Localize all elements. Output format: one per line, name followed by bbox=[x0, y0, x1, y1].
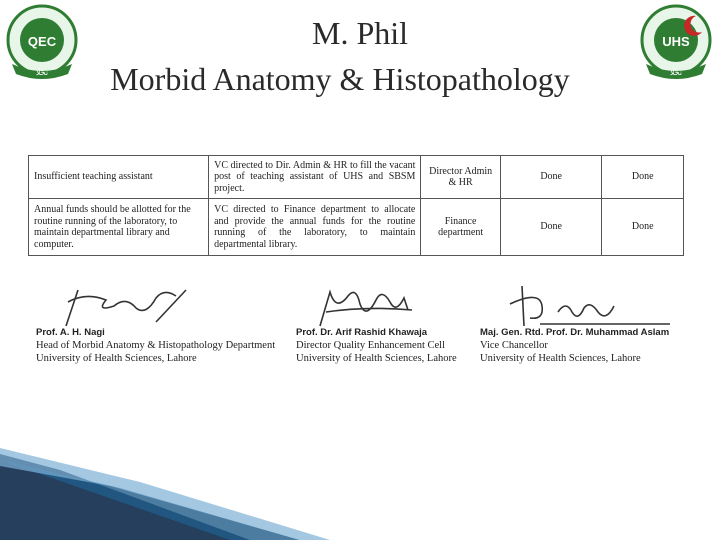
signatory-nagi bbox=[36, 282, 275, 365]
status-cell: Done bbox=[500, 156, 602, 199]
signature-scrawl bbox=[36, 282, 196, 330]
signatory-org: University of Health Sciences, Lahore bbox=[296, 353, 457, 364]
action-cell: VC directed to Finance department to allocate and provide the annual funds for the routine running of the laboratory, to maintain departmental library. bbox=[209, 199, 421, 256]
signatory-org: University of Health Sciences, Lahore bbox=[480, 353, 641, 364]
signatory-title: Head of Morbid Anatomy & Histopathology Department bbox=[36, 340, 276, 351]
signature-scrawl bbox=[480, 282, 680, 330]
page-title: M. Phil bbox=[311, 15, 409, 51]
table-row bbox=[29, 156, 684, 199]
page-subtitle: Morbid Anatomy & Histopathology bbox=[110, 61, 570, 97]
decorative-swoosh bbox=[0, 440, 720, 540]
signatory-name: Prof. Dr. Arif Rashid Khawaja bbox=[296, 327, 428, 338]
signatory-aslam bbox=[480, 282, 680, 365]
responsible-cell: Finance department bbox=[421, 199, 500, 256]
status-cell: Done bbox=[500, 199, 602, 256]
action-table bbox=[28, 155, 684, 256]
signature-scrawl bbox=[296, 282, 456, 330]
uhs-logo-center: UHS bbox=[662, 34, 690, 49]
status-cell: Done bbox=[602, 156, 684, 199]
signatory-org: University of Health Sciences, Lahore bbox=[36, 353, 197, 364]
action-cell: VC directed to Dir. Admin & HR to fill the vacant post of teaching assistant of UHS and SBSM project. bbox=[209, 156, 421, 199]
signatory-title: Vice Chancellor bbox=[480, 340, 548, 351]
signatory-title: Director Quality Enhancement Cell bbox=[296, 340, 445, 351]
signatory-khawaja bbox=[296, 282, 457, 365]
uhs-logo-banner: نخلا bbox=[669, 68, 683, 77]
responsible-cell: Director Admin & HR bbox=[421, 156, 500, 199]
table-row bbox=[29, 199, 684, 256]
signatory-name: Prof. A. H. Nagi bbox=[36, 327, 105, 338]
qec-logo-banner: نخلا bbox=[35, 68, 49, 77]
issue-cell: Annual funds should be allotted for the routine running of the laboratory, to maintain departmental library and computer. bbox=[29, 199, 209, 256]
qec-logo-center: QEC bbox=[27, 34, 57, 49]
signatory-name: Maj. Gen. Rtd. Prof. Dr. Muhammad Aslam bbox=[480, 327, 670, 338]
issue-cell: Insufficient teaching assistant bbox=[29, 156, 209, 199]
status-cell: Done bbox=[602, 199, 684, 256]
